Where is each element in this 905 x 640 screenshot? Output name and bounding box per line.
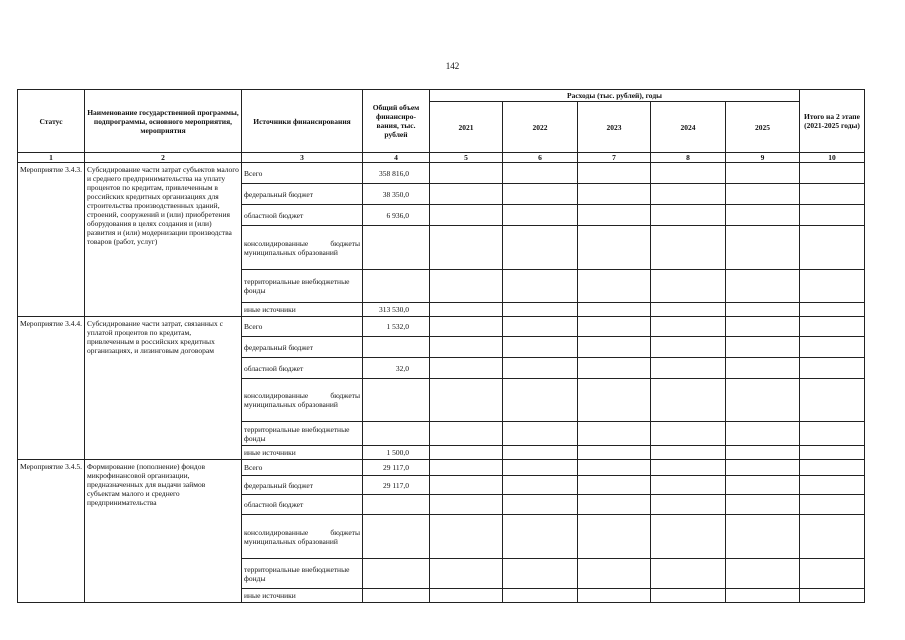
total-value: 1 500,0 bbox=[363, 446, 430, 460]
source-label: Всего bbox=[242, 163, 363, 184]
total-value: 1 532,0 bbox=[363, 317, 430, 337]
measure-status: Мероприятие 3.4.3. bbox=[18, 163, 85, 317]
total-value bbox=[363, 226, 430, 270]
total-value: 38 350,0 bbox=[363, 184, 430, 205]
total-value: 29 117,0 bbox=[363, 460, 430, 476]
measure-description: Формирование (пополнение) фондов микрофинансовой организации, предназначенных для выдачи займов субъектам малого и среднего предпринимательства bbox=[85, 460, 242, 603]
table-row bbox=[18, 163, 865, 184]
source-label: консолидированные бюджеты муниципальных образований bbox=[242, 515, 363, 559]
measure-description: Субсидирование части затрат субъектов малого и среднего предпринимательства на уплату процентов по кредитам, привлеченным в российских кредитных организациях для строительства производственных зданий, строений, сооружений и (или) приобретения оборудования в целях создания и (или) развития и (или) модернизации производства товаров (работ, услуг) bbox=[85, 163, 242, 317]
page-number: 142 bbox=[445, 61, 460, 71]
total-value bbox=[363, 422, 430, 446]
source-label: иные источники bbox=[242, 446, 363, 460]
total-value: 313 530,0 bbox=[363, 303, 430, 317]
source-label: территориальные внебюджетные фонды bbox=[242, 270, 363, 303]
column-number: 8 bbox=[651, 153, 726, 163]
budget-table bbox=[17, 89, 865, 603]
total-value: 358 816,0 bbox=[363, 163, 430, 184]
column-number: 6 bbox=[503, 153, 578, 163]
column-number: 5 bbox=[430, 153, 503, 163]
column-number: 10 bbox=[800, 153, 865, 163]
source-label: федеральный бюджет bbox=[242, 476, 363, 495]
column-number: 4 bbox=[363, 153, 430, 163]
column-number: 9 bbox=[726, 153, 800, 163]
source-label: областной бюджет bbox=[242, 205, 363, 226]
source-label: территориальные внебюджетные фонды bbox=[242, 422, 363, 446]
header-year-2021: 2021 bbox=[430, 102, 503, 153]
header-status: Статус bbox=[18, 90, 85, 153]
source-label: областной бюджет bbox=[242, 495, 363, 515]
total-value: 29 117,0 bbox=[363, 476, 430, 495]
total-value bbox=[363, 589, 430, 603]
measure-status: Мероприятие 3.4.4. bbox=[18, 317, 85, 460]
header-total: Общий объем финансиро-вания, тыс. рублей bbox=[363, 90, 430, 153]
total-value bbox=[363, 515, 430, 559]
total-value bbox=[363, 559, 430, 589]
header-stage-total: Итого на 2 этапе (2021-2025 годы) bbox=[800, 90, 865, 153]
header-expenses: Расходы (тыс. рублей), годы bbox=[430, 90, 800, 102]
header-name: Наименование государственной программы, подпрограммы, основного мероприятия, мероприятия bbox=[85, 90, 242, 153]
source-label: Всего bbox=[242, 460, 363, 476]
source-label: территориальные внебюджетные фонды bbox=[242, 559, 363, 589]
source-label: Всего bbox=[242, 317, 363, 337]
source-label: иные источники bbox=[242, 589, 363, 603]
header-sources: Источники финансирования bbox=[242, 90, 363, 153]
measure-description: Субсидирование части затрат, связанных с уплатой процентов по кредитам, привлеченным в российских кредитных организациях, и лизинговым договорам bbox=[85, 317, 242, 460]
total-value: 32,0 bbox=[363, 358, 430, 379]
total-value bbox=[363, 270, 430, 303]
header-year-2024: 2024 bbox=[651, 102, 726, 153]
total-value bbox=[363, 337, 430, 358]
table-row bbox=[18, 317, 865, 337]
total-value bbox=[363, 495, 430, 515]
total-value: 6 936,0 bbox=[363, 205, 430, 226]
total-value bbox=[363, 379, 430, 422]
source-label: иные источники bbox=[242, 303, 363, 317]
column-number: 3 bbox=[242, 153, 363, 163]
source-label: консолидированные бюджеты муниципальных образований bbox=[242, 226, 363, 270]
measure-status: Мероприятие 3.4.5. bbox=[18, 460, 85, 603]
column-number: 2 bbox=[85, 153, 242, 163]
header-year-2025: 2025 bbox=[726, 102, 800, 153]
column-number: 7 bbox=[578, 153, 651, 163]
source-label: консолидированные бюджеты муниципальных образований bbox=[242, 379, 363, 422]
column-number: 1 bbox=[18, 153, 85, 163]
source-label: федеральный бюджет bbox=[242, 184, 363, 205]
source-label: областной бюджет bbox=[242, 358, 363, 379]
header-year-2023: 2023 bbox=[578, 102, 651, 153]
header-year-2022: 2022 bbox=[503, 102, 578, 153]
table-row bbox=[18, 460, 865, 476]
source-label: федеральный бюджет bbox=[242, 337, 363, 358]
